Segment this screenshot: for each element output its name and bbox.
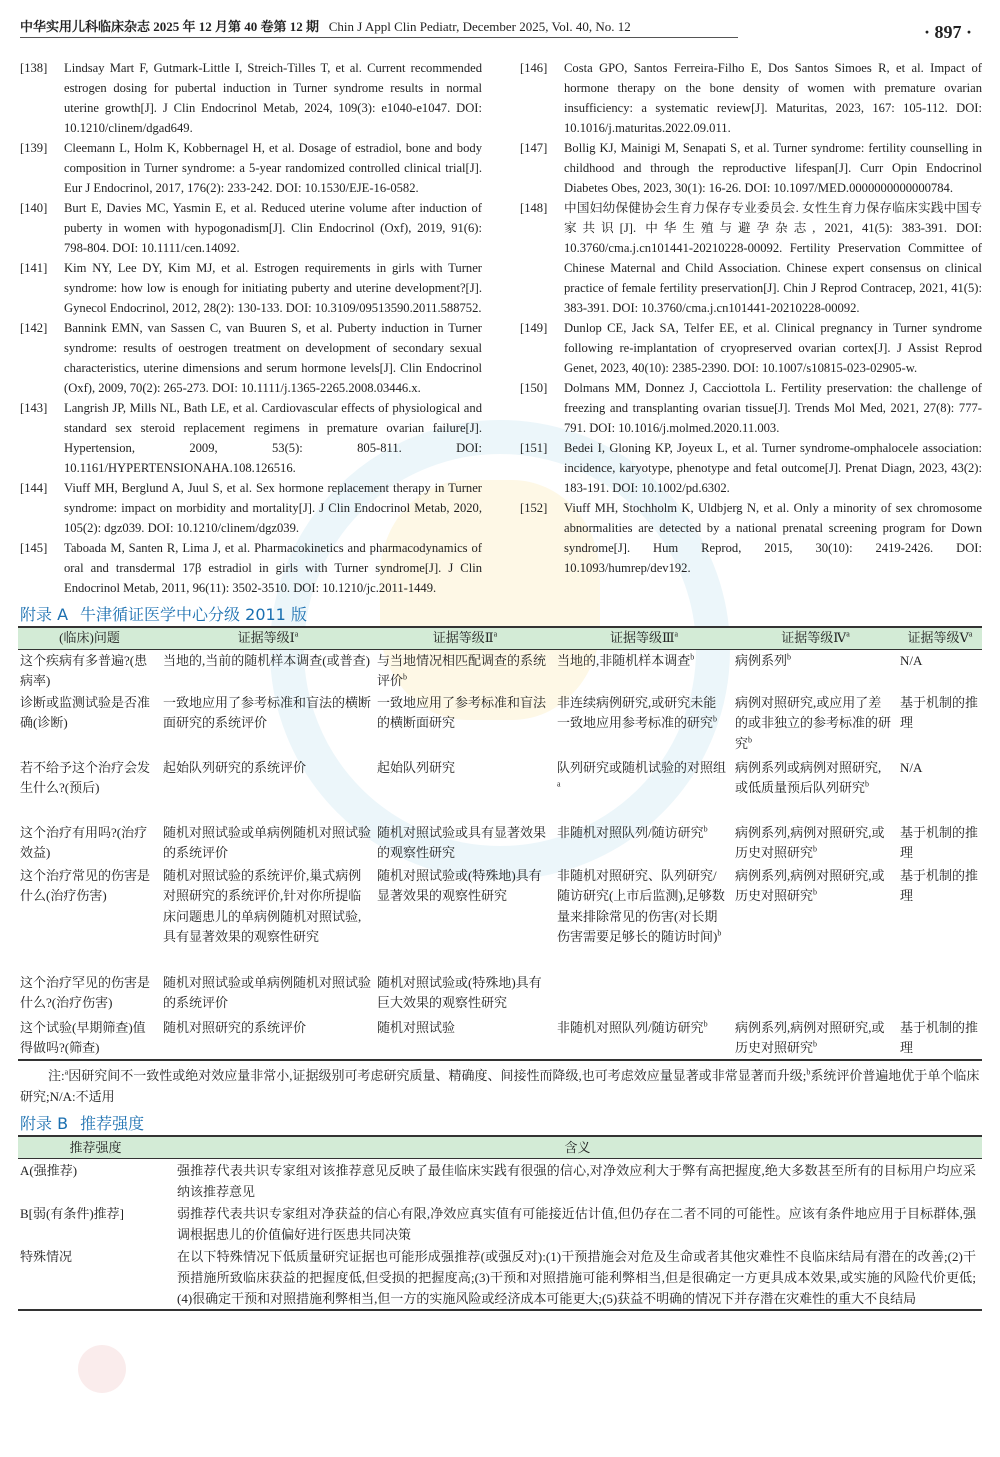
cell-text: 基于机制的推理: [900, 824, 979, 860]
journal-title-cn: 中华实用儿科临床杂志 2025 年 12 月第 40 卷第 12 期: [20, 19, 320, 34]
superscript: b: [787, 652, 792, 662]
table-cell: [375, 757, 555, 822]
table-cell: [733, 1017, 898, 1060]
superscript: a: [846, 629, 850, 639]
cell-text: 这个治疗罕见的伤害是什么?(治疗伤害): [20, 974, 151, 1010]
page-number: · 897 ·: [923, 22, 972, 42]
appendix-label: 附录 A: [20, 605, 69, 624]
table-cell: [555, 649, 733, 692]
table-cell: [733, 865, 898, 972]
table-cell: [375, 865, 555, 972]
column-header: [18, 627, 161, 649]
publisher-logo-watermark: [78, 1345, 126, 1393]
reference-number: [151]: [520, 441, 548, 455]
reference-item: [20, 538, 482, 598]
reference-text: Dolmans MM, Donnez J, Cacciottola L. Fertility preservation: the challenge of freezing and transplanting ovarian tissue[J]. Trends Mol Med, 2021, 27(8): 777-791. DOI: 10.1016/j.molmed.2020.11.003.: [564, 381, 982, 435]
table-cell: [375, 822, 555, 865]
table-cell: [733, 822, 898, 865]
reference-number: [148]: [520, 201, 548, 215]
reference-text: Kim NY, Lee DY, Kim MJ, et al. Estrogen requirements in girls with Turner syndrome: how low is enough for initiating puberty and uterine development?[J]. Gynecol Endocrinol, 2012, 28(2): 130-133. DOI: 10.3109/09513590.2011.588752.: [64, 261, 482, 315]
reference-item: [520, 438, 982, 498]
table-cell: [733, 972, 898, 1017]
table-cell: [161, 822, 375, 865]
table-cell: [555, 972, 733, 1017]
column-header: [375, 627, 555, 649]
cell-text: 起始队列研究的系统评价: [163, 759, 307, 775]
cell-text: 随机对照试验或(特殊地)具有巨大效果的观察性研究: [377, 974, 542, 1010]
table-cell: [375, 692, 555, 757]
reference-text: Dunlop CE, Jack SA, Telfer EE, et al. Clinical pregnancy in Turner syndrome following re-implantation of cryopreserved ovarian cortex[J]. J Assist Reprod Genet, 2023, 40(10): 2385-2390. DOI: 10.1007/s10815-023-02905-w.: [564, 321, 982, 375]
superscript: a: [557, 779, 561, 789]
reference-item: [520, 378, 982, 438]
strength-label: 特殊情况: [18, 1245, 173, 1310]
cell-text: 这个治疗有用吗?(治疗效益): [20, 824, 148, 860]
table-cell: [898, 757, 982, 822]
appendix-b-title: [20, 1113, 982, 1135]
reference-item: [520, 198, 982, 318]
cell-text: 当地的,非随机样本调查: [557, 652, 691, 668]
table-cell: [375, 649, 555, 692]
header-row: [20, 16, 982, 58]
table-cell: [18, 757, 161, 822]
table-cell: [161, 972, 375, 1017]
cell-text: 非连续病例研究,或研究未能一致地应用参考标准的研究: [557, 694, 717, 730]
table-cell: [161, 649, 375, 692]
journal-title-en: Chin J Appl Clin Pediatr, December 2025, Vol. 40, No. 12: [328, 19, 631, 34]
reference-number: [140]: [20, 201, 48, 215]
table-cell: [555, 865, 733, 972]
cell-text: 一致地应用了参考标准和盲法的横断面研究: [377, 694, 547, 730]
reference-text: Burt E, Davies MC, Yasmin E, et al. Reduced uterine volume after induction of puberty in women with hypogonadism[J]. Clin Endocrinol (Oxf), 2019, 91(6): 798-804. DOI: 10.1111/cen.14092.: [64, 201, 482, 255]
reference-number: [144]: [20, 481, 48, 495]
cell-text: N/A: [900, 759, 923, 775]
references-right-column: [520, 58, 982, 598]
table-row: [18, 972, 982, 1017]
table-cell: [375, 1017, 555, 1060]
table-note: [20, 1065, 982, 1107]
reference-text: Taboada M, Santen R, Lima J, et al. Pharmacokinetics and pharmacodynamics of oral and transdermal 17β estradiol in girls with Turner syndrome[J]. J Clin Endocrinol Metab, 2011, 96(11): 3502-3510. DOI: 10.1210/jc.2011-1449.: [64, 541, 482, 595]
cell-text: 随机对照试验的系统评价,巢式病例对照研究的系统评价,针对你所提临床问题患儿的单病例随机对照试验,具有显著效果的观察性研究: [163, 867, 362, 944]
reference-text: Langrish JP, Mills NL, Bath LE, et al. Cardiovascular effects of physiological and standard sex steroid replacement regimens in premature ovarian failure[J]. Hypertension, 2009, 53(5): 805-811. DOI: 10.1161/HYPERTENSIONAHA.108.126516.: [64, 401, 482, 475]
appendix-a-title: [20, 604, 982, 626]
superscript: b: [403, 672, 408, 682]
table-cell: [898, 972, 982, 1017]
superscript: b: [703, 824, 708, 834]
table-cell: [18, 822, 161, 865]
cell-text: 基于机制的推理: [900, 694, 979, 730]
table-cell: [555, 822, 733, 865]
reference-text: Lindsay Mart F, Gutmark-Little I, Streich-Tilles T, et al. Current recommended estrogen dosing for pubertal induction in Turner syndrome results in normal uterine growth[J]. J Clin Endocrinol Metab, 2024, 109(3): e1040-e1047. DOI: 10.1210/clinem/dgad649.: [64, 61, 482, 135]
table-cell: [18, 972, 161, 1017]
header-text: 证据等级Ⅱ: [432, 630, 494, 645]
note-a: 因研究间不一致性或绝对效应量非常小,证据级别可考虑研究质量、精确度、间接性而降级,也可考虑效应量显著或非常显著而升级;: [68, 1067, 807, 1083]
note-b: 系统评价普遍地优于单个临床研究;N/A:不适用: [20, 1067, 980, 1104]
column-header: [555, 627, 733, 649]
reference-number: [138]: [20, 61, 48, 75]
reference-item: [20, 58, 482, 138]
running-header: [20, 16, 738, 38]
strength-meaning: 强推荐代表共识专家组对该推荐意见反映了最佳临床实践有很强的信心,对净效应利大于弊有高把握度,绝大多数甚至所有的目标用户均应采纳该推荐意见: [177, 1162, 976, 1199]
note-sup: a: [64, 1067, 69, 1077]
cell-text: 随机对照试验或单病例随机对照试验的系统评价: [163, 824, 372, 860]
superscript: b: [690, 652, 695, 662]
references: [20, 58, 982, 598]
table-cell: [161, 1017, 375, 1060]
table-cell: [898, 692, 982, 757]
note-sup: b: [806, 1067, 811, 1077]
cell-text: N/A: [900, 652, 923, 668]
superscript: a: [294, 629, 299, 639]
reference-number: [143]: [20, 401, 48, 415]
superscript: b: [748, 735, 753, 745]
cell-text: 非随机对照研究、队列研究/随访研究(上市后监测),足够数量来排除常见的伤害(对长期伤害需要足够长的随访时间): [557, 867, 725, 944]
reference-number: [147]: [520, 141, 548, 155]
note-prefix: 注:: [48, 1067, 65, 1083]
cell-text: 病例系列,病例对照研究,或历史对照研究: [735, 1019, 885, 1055]
table-cell: [18, 692, 161, 757]
table-cell: [555, 692, 733, 757]
superscript: a: [674, 629, 679, 639]
reference-number: [150]: [520, 381, 548, 395]
column-header: [733, 627, 898, 649]
table-row: [18, 865, 982, 972]
cell-text: 病例系列,病例对照研究,或历史对照研究: [735, 867, 885, 903]
cell-text: 病例系列或病例对照研究,或低质量预后队列研究: [735, 759, 882, 795]
cell-text: 随机对照试验: [377, 1019, 456, 1035]
evidence-level-table: [18, 626, 982, 1061]
header-text: (临床)问题: [59, 630, 120, 645]
reference-item: [520, 138, 982, 198]
table-cell: [161, 692, 375, 757]
cell-text: 与当地情况相匹配调查的系统评价: [377, 652, 547, 688]
cell-text: 非随机对照队列/随访研究: [557, 1019, 704, 1035]
reference-item: [520, 318, 982, 378]
reference-number: [149]: [520, 321, 548, 335]
table-row: [18, 1017, 982, 1060]
strength-label: A(强推荐): [20, 1162, 78, 1178]
cell-text: 病例对照研究,或应用了差的或非独立的参考标准的研究: [735, 694, 892, 751]
column-header: [898, 627, 982, 649]
table-cell: [161, 865, 375, 972]
reference-item: [520, 498, 982, 578]
superscript: b: [813, 844, 818, 854]
cell-text: 这个疾病有多普遍?(患病率): [20, 652, 148, 688]
superscript: b: [717, 928, 722, 938]
reference-text: Bedei I, Gloning KP, Joyeux L, et al. Turner syndrome-omphalocele association: incidence, karyotype, phenotype and fetal outcome[J]. Prenat Diagn, 2023, 43(2): 183-191. DOI: 10.1002/pd.6302.: [564, 441, 982, 495]
column-header: 含义: [173, 1136, 982, 1159]
appendix-title-text: 牛津循证医学中心分级 2011 版: [80, 605, 307, 624]
header-text: 证据等级Ⅳ: [781, 630, 847, 645]
reference-text: Viuff MH, Stochholm K, Uldbjerg N, et al. Only a minority of sex chromosome abnormalities are detected by a national prenatal screening program for Down syndrome[J]. Hum Reprod, 2015, 30(10): 2419-2426. DOI: 10.1093/humrep/dev192.: [564, 501, 982, 575]
table-row: [18, 822, 982, 865]
cell-text: 基于机制的推理: [900, 1019, 979, 1055]
table-row: [18, 649, 982, 692]
table-cell: [555, 1017, 733, 1060]
table-cell: [898, 822, 982, 865]
reference-number: [142]: [20, 321, 48, 335]
table-cell: [733, 757, 898, 822]
appendix-title-text: 推荐强度: [80, 1113, 145, 1133]
table-cell: [18, 649, 161, 692]
reference-text: 中国妇幼保健协会生育力保存专业委员会. 女性生育力保存临床实践中国专家共识[J]. 中华生殖与避孕杂志, 2021, 41(5): 383-391. DOI: 10.3760/cma.j.cn101441-20210228-00092. Fertility Preservation Committee of Chinese Maternal and Child Association. Chinese expert consensus on clinical practice of female fertility preservation[J]. Chin J Reprod Contracep, 2021, 41(5): 383-391. DOI: 10.3760/cma.j.cn101441-20210228-00092.: [564, 201, 982, 315]
column-header: [161, 627, 375, 649]
reference-number: [141]: [20, 261, 48, 275]
superscript: b: [703, 1019, 708, 1029]
table-cell: [733, 692, 898, 757]
table-row: [18, 1158, 982, 1202]
reference-text: Cleemann L, Holm K, Kobbernagel H, et al. Dosage of estradiol, bone and body composition in Turner syndrome: a 5-year randomized controlled clinical trial[J]. Eur J Endocrinol, 2017, 176(2): 233-242. DOI: 10.1530/EJE-16-0582.: [64, 141, 482, 195]
cell-text: 病例系列: [735, 652, 788, 668]
cell-text: 若不给予这个治疗会发生什么?(预后): [20, 759, 151, 795]
table-cell: [898, 865, 982, 972]
cell-text: 随机对照研究的系统评价: [163, 1019, 307, 1035]
superscript: b: [813, 1039, 818, 1049]
cell-text: 这个治疗常见的伤害是什么(治疗伤害): [20, 867, 151, 903]
table-cell: [898, 1017, 982, 1060]
superscript: b: [813, 887, 818, 897]
strength-meaning: 在以下特殊情况下低质量研究证据也可能形成强推荐(或强反对):(1)干预措施会对危及生命或者其他灾难性不良临床结局有潜在的改善;(2)干预措施所致临床获益的把握度低,但受损的把握度高;(3)干预和对照措施可能利弊相当,但是很确定一方更具成本效果,或实施的风险代价更低;(4)很确定干预和对照措施利弊相当,但一方的实施风险或经济成本可能更大;(5)获益不明确的情况下并存潜在灾难性的重大不良结局: [173, 1245, 982, 1310]
reference-item: [520, 58, 982, 138]
cell-text: 非随机对照队列/随访研究: [557, 824, 704, 840]
table-row: [18, 1245, 982, 1310]
table-cell: [18, 865, 161, 972]
reference-text: Costa GPO, Santos Ferreira-Filho E, Dos Santos Simoes R, et al. Impact of hormone therapy on the bone density of women with premature ovarian insufficiency: a systematic review[J]. Maturitas, 2023, 167: 105-112. DOI: 10.1016/j.maturitas.2022.09.011.: [564, 61, 982, 135]
superscript: b: [713, 714, 718, 724]
header-text: 证据等级Ⅰ: [237, 630, 295, 645]
reference-number: [152]: [520, 501, 548, 515]
reference-number: [145]: [20, 541, 48, 555]
cell-text: 病例系列,病例对照研究,或历史对照研究: [735, 824, 885, 860]
cell-text: 队列研究或随机试验的对照组: [557, 759, 727, 775]
superscript: a: [968, 629, 973, 639]
appendix-label: 附录 B: [20, 1113, 69, 1133]
cell-text: 随机对照试验或单病例随机对照试验的系统评价: [163, 974, 372, 1010]
reference-item: [20, 138, 482, 198]
table-cell: [898, 649, 982, 692]
reference-item: [20, 478, 482, 538]
table-cell: [375, 972, 555, 1017]
cell-text: 随机对照试验或具有显著效果的观察性研究: [377, 824, 547, 860]
table-cell: [555, 757, 733, 822]
recommendation-strength-table: [18, 1135, 982, 1311]
cell-text: 这个试验(早期筛查)值得做吗?(筛查): [20, 1019, 146, 1055]
reference-item: [20, 398, 482, 478]
reference-item: [20, 258, 482, 318]
table-cell: [18, 1017, 161, 1060]
superscript: b: [865, 779, 870, 789]
cell-text: 基于机制的推理: [900, 867, 979, 903]
table-row: [18, 1202, 982, 1245]
table-row: [18, 757, 982, 822]
table-row: [18, 692, 982, 757]
reference-item: [20, 198, 482, 258]
strength-label: B[弱(有条件)推荐]: [20, 1205, 124, 1221]
cell-text: 诊断或监测试验是否准确(诊断): [20, 694, 151, 730]
superscript: a: [493, 629, 498, 639]
cell-text: 一致地应用了参考标准和盲法的横断面研究的系统评价: [163, 694, 372, 730]
column-header: 推荐强度: [18, 1136, 173, 1159]
cell-text: 起始队列研究: [377, 759, 456, 775]
reference-text: Viuff MH, Berglund A, Juul S, et al. Sex hormone replacement therapy in Turner syndrome: impact on morbidity and mortality[J]. J Clin Endocrinol Metab, 2020, 105(2): dgz039. DOI: 10.1210/clinem/dgz039.: [64, 481, 482, 535]
strength-meaning: 弱推荐代表共识专家组对净获益的信心有限,净效应真实值有可能接近估计值,但仍存在二者不同的可能性。应该有条件地应用于目标群体,强调根据患儿的价值偏好进行医患共同决策: [177, 1205, 976, 1242]
reference-number: [139]: [20, 141, 48, 155]
reference-item: [20, 318, 482, 398]
header-text: 证据等级Ⅲ: [609, 630, 675, 645]
table-cell: [161, 757, 375, 822]
cell-text: 当地的,当前的随机样本调查(或普查): [163, 652, 370, 668]
cell-text: 随机对照试验或(特殊地)具有显著效果的观察性研究: [377, 867, 542, 903]
reference-text: Bannink EMN, van Sassen C, van Buuren S, et al. Puberty induction in Turner syndrome: results of oestrogen treatment on development of secondary sexual characteristics, uterine dimensions and serum hormone levels[J]. Clin Endocrinol (Oxf), 2009, 70(2): 265-273. DOI: 10.1111/j.1365-2265.2008.03446.x.: [64, 321, 482, 395]
reference-number: [146]: [520, 61, 548, 75]
references-left-column: [20, 58, 482, 598]
header-text: 证据等级Ⅴ: [907, 630, 969, 645]
reference-text: Bollig KJ, Mainigi M, Senapati S, et al. Turner syndrome: fertility counselling in childhood and through the reproductive lifespan[J]. Curr Opin Endocrinol Diabetes Obes, 2023, 30(1): 16-26. DOI: 10.1097/MED.0000000000000784.: [564, 141, 982, 195]
table-cell: [733, 649, 898, 692]
